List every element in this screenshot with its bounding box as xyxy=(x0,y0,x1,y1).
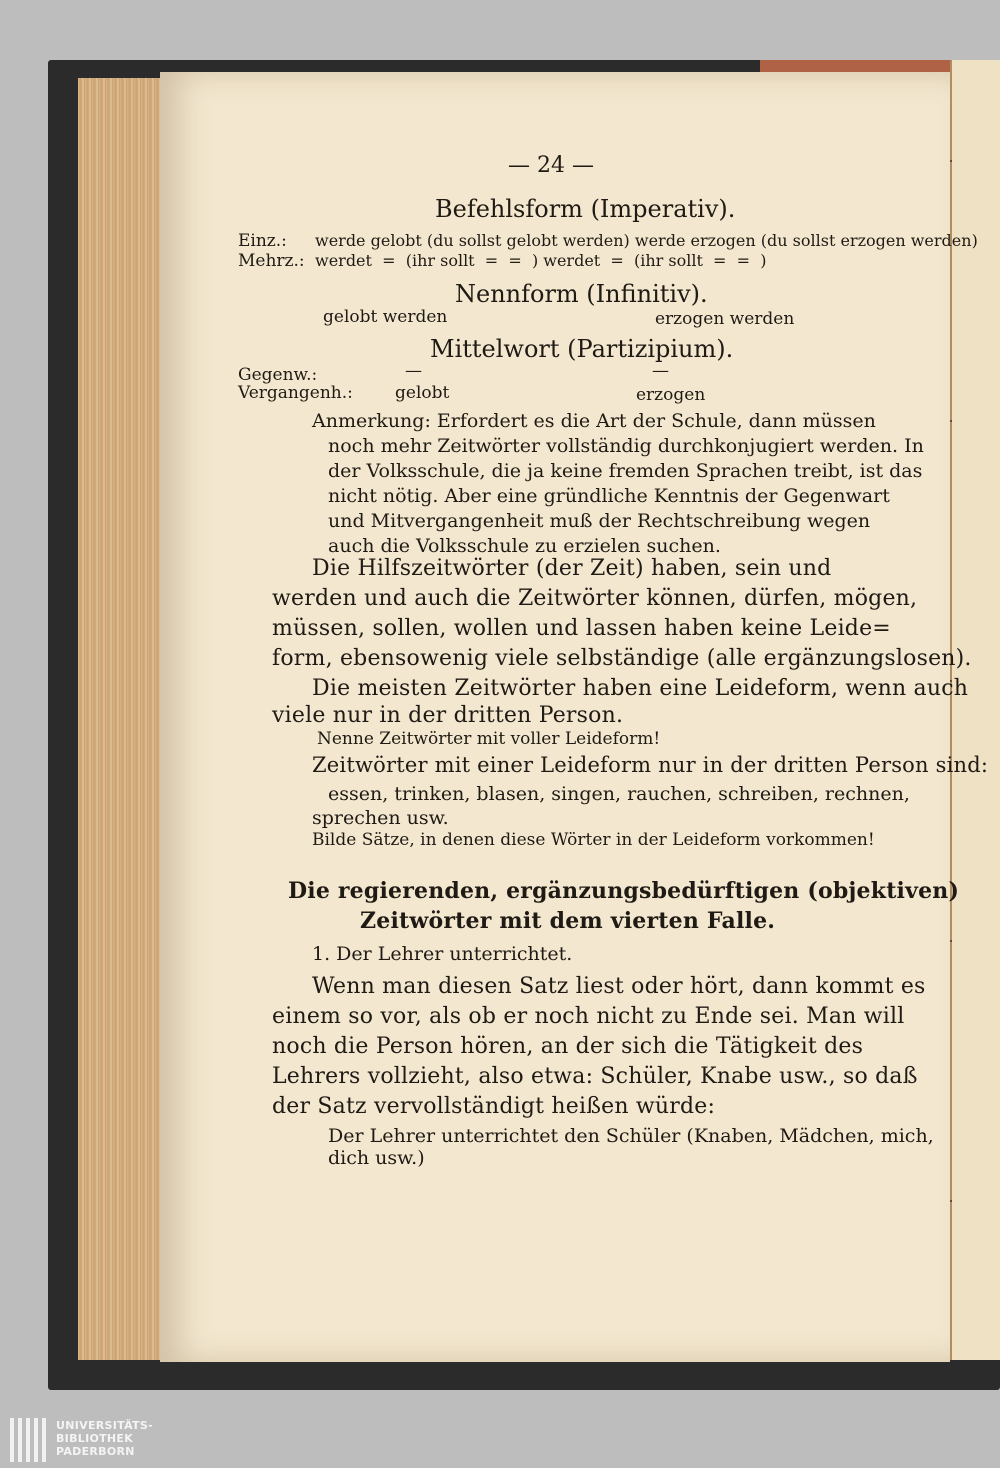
paragraph-line: werden und auch die Zeitwörter können, dürfen, mögen, xyxy=(272,586,918,611)
note-line: noch mehr Zeitwörter vollständig durchkonjugiert werden. In xyxy=(328,435,924,457)
note-line: nicht nötig. Aber eine gründliche Kenntnis der Gegenwart xyxy=(328,485,890,507)
note-line: der Volksschule, die ja keine fremden Sprachen treibt, ist das xyxy=(328,460,923,482)
participle-present-left: — xyxy=(405,361,422,381)
example-line: Der Lehrer unterrichtet den Schüler (Knaben, Mädchen, mich, xyxy=(328,1125,934,1147)
participle-present-right: — xyxy=(652,361,669,381)
imperative-sing-text: werde gelobt (du sollst gelobt werden) werde erzogen (du sollst erzogen werden) xyxy=(315,231,978,250)
imperative-title: Befehlsform (Imperativ). xyxy=(435,195,736,223)
participle-title: Mittelwort (Partizipium). xyxy=(430,335,734,363)
participle-past-left: gelobt xyxy=(395,383,450,403)
task-line: Bilde Sätze, in denen diese Wörter in der Leideform vorkommen! xyxy=(312,830,875,850)
imperative-sing-label: Einz.: xyxy=(238,231,287,251)
library-logo-text xyxy=(56,1419,153,1458)
participle-past-right: erzogen xyxy=(636,385,706,405)
paragraph-line: noch die Person hören, an der sich die Tätigkeit des xyxy=(272,1034,864,1059)
library-logo-mark xyxy=(10,1418,46,1462)
library-logo-line: PADERBORN xyxy=(56,1445,135,1458)
infinitive-right: erzogen werden xyxy=(655,309,795,329)
paragraph-line: Die Hilfszeitwörter (der Zeit) haben, sein und xyxy=(312,556,832,581)
adjacent-page xyxy=(950,60,1000,1360)
paragraph-line: Die meisten Zeitwörter haben eine Leideform, wenn auch xyxy=(312,676,969,701)
participle-past-label: Vergangenh.: xyxy=(238,383,353,403)
imperative-plur-text: werdet = (ihr sollt = = ) werdet = (ihr sollt = = ) xyxy=(315,251,767,270)
note-line: auch die Volksschule zu erzielen suchen. xyxy=(328,535,721,557)
list-line: essen, trinken, blasen, singen, rauchen, schreiben, rechnen, xyxy=(328,783,910,805)
task-line: Nenne Zeitwörter mit voller Leideform! xyxy=(317,729,661,749)
paragraph-line: form, ebensowenig viele selbständige (alle ergänzungslosen). xyxy=(272,646,972,671)
paragraph-line: Zeitwörter mit einer Leideform nur in der dritten Person sind: xyxy=(312,753,989,777)
infinitive-left: gelobt werden xyxy=(323,307,448,327)
note-line: Anmerkung: Erfordert es die Art der Schule, dann müssen xyxy=(312,410,876,432)
library-logo-line: BIBLIOTHEK xyxy=(56,1432,134,1445)
participle-present-label: Gegenw.: xyxy=(238,365,318,385)
note-line: und Mitvergangenheit muß der Rechtschreibung wegen xyxy=(328,510,871,532)
paragraph-line: Wenn man diesen Satz liest oder hört, dann kommt es xyxy=(312,974,926,999)
section-heading: Die regierenden, ergänzungsbedürftigen (objektiven) xyxy=(288,878,960,904)
paragraph-line: der Satz vervollständigt heißen würde: xyxy=(272,1094,716,1119)
library-logo xyxy=(10,1418,210,1462)
paragraph-line: müssen, sollen, wollen und lassen haben keine Leide= xyxy=(272,616,891,641)
paragraph-line: einem so vor, als ob er noch nicht zu Ende sei. Man will xyxy=(272,1004,905,1029)
imperative-plur-label: Mehrz.: xyxy=(238,251,305,271)
list-line: sprechen usw. xyxy=(312,807,449,829)
example-line: 1. Der Lehrer unterrichtet. xyxy=(312,943,573,965)
infinitive-title: Nennform (Infinitiv). xyxy=(455,280,708,308)
section-heading: Zeitwörter mit dem vierten Falle. xyxy=(360,908,776,934)
example-line: dich usw.) xyxy=(328,1147,425,1169)
page-number: — 24 — xyxy=(508,153,594,178)
paragraph-line: Lehrers vollzieht, also etwa: Schüler, Knabe usw., so daß xyxy=(272,1064,918,1089)
paragraph-line: viele nur in der dritten Person. xyxy=(272,703,624,728)
library-logo-line: UNIVERSITÄTS- xyxy=(56,1419,153,1432)
